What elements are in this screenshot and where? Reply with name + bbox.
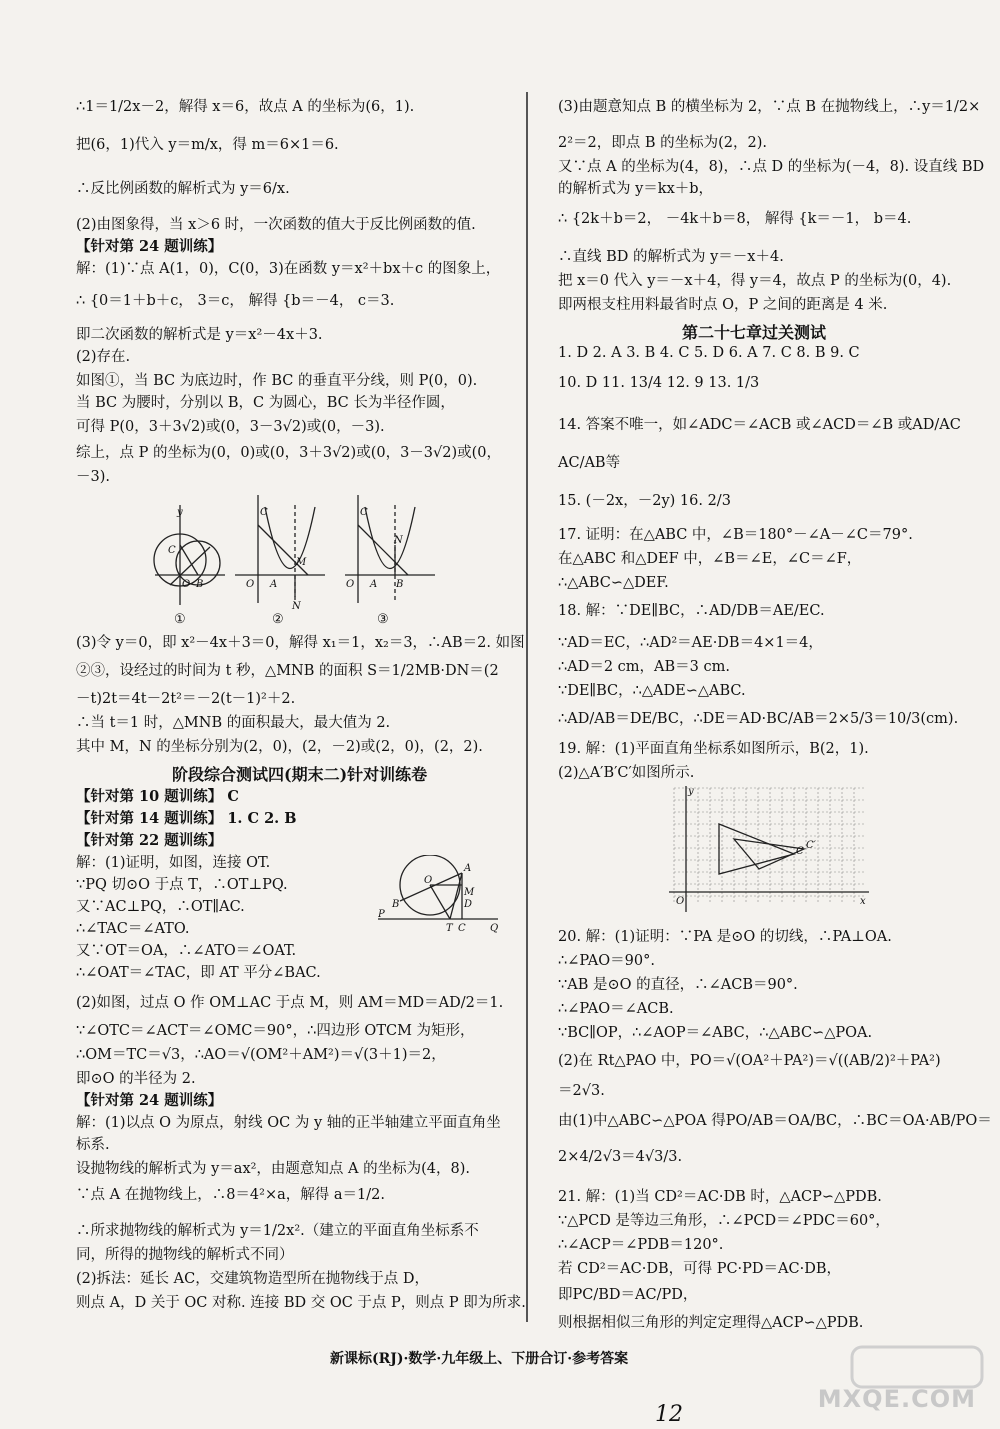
- fig-label-2: ②: [272, 612, 284, 625]
- right-text-line: 1. D 2. A 3. B 4. C 5. D 6. A 7. C 8. B 9. C: [558, 345, 860, 361]
- left-text-line: ∴所求抛物线的解析式为 y＝1/2x².（建立的平面直角坐标系不: [76, 1223, 479, 1239]
- left-text-line: ∴1＝1/2x－2，解得 x＝6，故点 A 的坐标为(6，1).: [76, 99, 415, 115]
- svg-text:B: B: [196, 579, 204, 590]
- page-footer: 新课标(RJ)·数学·九年级上、下册合订·参考答案: [330, 1351, 629, 1367]
- svg-text:O: O: [346, 579, 355, 590]
- left-text-line: 即二次函数的解析式是 y＝x²－4x＋3.: [76, 327, 323, 343]
- left-text-line: (2)存在.: [76, 349, 131, 365]
- left-text-line: 同，所得的抛物线的解析式不同）: [76, 1247, 294, 1263]
- left-text-line: 解：(1)∵点 A(1，0)，C(0，3)在函数 y＝x²＋bx＋c 的图象上，: [76, 261, 501, 277]
- left-text-line: 【针对第 24 题训练】: [76, 238, 223, 255]
- right-text-line: ∴ {2k＋b＝2， －4k＋b＝8， 解得 {k＝－1， b＝4.: [558, 211, 912, 227]
- left-text-line: ∴∠TAC＝∠ATO.: [76, 921, 190, 937]
- left-text-line: ∴ {0＝1＋b＋c， 3＝c， 解得 {b＝－4， c＝3.: [76, 293, 395, 309]
- right-text-line: ∵DE∥BC，∴△ADE∽△ABC.: [558, 683, 746, 699]
- right-text-line: 18. 解：∵DE∥BC，∴AD/DB＝AE/EC.: [558, 603, 825, 619]
- left-text-line: 设抛物线的解析式为 y＝ax²，由题意知点 A 的坐标为(4，8).: [76, 1161, 470, 1177]
- right-text-line: 把 x＝0 代入 y＝－x＋4，得 y＝4，故点 P 的坐标为(0，4).: [558, 273, 952, 289]
- left-text-line: ∴反比例函数的解析式为 y＝6/x.: [76, 181, 290, 197]
- svg-text:P: P: [378, 909, 385, 920]
- svg-text:C: C: [360, 507, 368, 518]
- right-text-line: 由(1)中△ABC∽△POA 得PO/AB＝OA/BC，∴BC＝OA·AB/PO＝: [558, 1113, 992, 1129]
- svg-text:M: M: [464, 887, 475, 898]
- right-text-line: ∵BC∥OP，∴∠AOP＝∠ABC，∴△ABC∽△POA.: [558, 1025, 873, 1041]
- svg-text:B: B: [392, 899, 400, 910]
- right-text-line: ∴AD/AB＝DE/BC，∴DE＝AD·BC/AB＝2×5/3＝10/3(cm).: [558, 711, 959, 727]
- right-text-line: ∴△ABC∽△DEF.: [558, 575, 669, 591]
- right-text-line: (2)△A′B′C′如图所示.: [558, 765, 695, 781]
- svg-text:O: O: [424, 875, 433, 886]
- right-text-line: 即两根支柱用料最省时点 O，P 之间的距离是 4 米.: [558, 297, 888, 313]
- svg-text:y: y: [177, 507, 183, 518]
- left-text-line: (3)令 y＝0，即 x²－4x＋3＝0，解得 x₁＝1，x₂＝3，∴AB＝2. 如图: [76, 635, 525, 651]
- left-text-line: ∴OM＝TC＝√3，∴AO＝√(OM²＋AM²)＝√(3＋1)＝2，: [76, 1047, 446, 1063]
- left-text-line: 解：(1)证明，如图，连接 OT.: [76, 855, 271, 871]
- right-text-line: 则根据相似三角形的判定定理得△ACP∽△PDB.: [558, 1315, 864, 1331]
- svg-text:C: C: [796, 846, 804, 857]
- fig-label-1: ①: [174, 612, 186, 625]
- left-text-line: (2)由图象得，当 x＞6 时，一次函数的值大于反比例函数的值.: [76, 217, 476, 233]
- left-text-line: 又∵AC⊥PQ，∴OT∥AC.: [76, 899, 245, 915]
- svg-text:O: O: [182, 579, 191, 590]
- parabola-figures: [150, 485, 440, 625]
- left-text-line: 【针对第 14 题训练】 1. C 2. B: [76, 810, 297, 827]
- right-text-line: 17. 证明：在△ABC 中，∠B＝180°－∠A－∠C＝79°.: [558, 527, 913, 543]
- svg-text:x: x: [860, 896, 866, 907]
- right-text-line: 又∵点 A 的坐标为(4，8)，∴点 D 的坐标为(－4，8). 设直线 BD: [558, 159, 985, 175]
- right-section-heading: 第二十七章过关测试: [682, 323, 827, 342]
- right-text-line: 在△ABC 和△DEF 中，∠B＝∠E，∠C＝∠F，: [558, 551, 862, 567]
- svg-text:O: O: [676, 896, 685, 907]
- page-number: 12: [655, 1402, 683, 1427]
- right-text-line: 2×4/2√3＝4√3/3.: [558, 1149, 683, 1165]
- svg-text:M: M: [296, 557, 307, 568]
- right-text-line: (2)在 Rt△PAO 中，PO＝√(OA²＋PA²)＝√((AB/2)²＋PA²): [558, 1053, 941, 1069]
- svg-text:C: C: [260, 507, 268, 518]
- left-text-line: 【针对第 22 题训练】: [76, 832, 223, 849]
- svg-text:C: C: [168, 545, 176, 556]
- svg-text:N: N: [394, 535, 403, 546]
- svg-text:A: A: [464, 863, 472, 874]
- right-text-line: 若 CD²＝AC·DB，可得 PC·PD＝AC·DB，: [558, 1261, 842, 1277]
- right-text-line: 14. 答案不唯一，如∠ADC＝∠ACB 或∠ACD＝∠B 或AD/AC: [558, 417, 961, 433]
- svg-text:O: O: [246, 579, 255, 590]
- right-text-line: ∴AD＝2 cm，AB＝3 cm.: [558, 659, 730, 675]
- right-text-line: ∴∠PAO＝90°.: [558, 953, 655, 969]
- right-text-line: ∴∠PAO＝∠ACB.: [558, 1001, 674, 1017]
- fig-label-3: ③: [377, 612, 389, 625]
- right-text-line: (3)由题意知点 B 的横坐标为 2，∵点 B 在抛物线上，∴y＝1/2×: [558, 99, 981, 115]
- right-text-line: ∴直线 BD 的解析式为 y＝－x＋4.: [558, 249, 784, 265]
- left-text-line: －3).: [76, 469, 110, 485]
- right-text-line: 的解析式为 y＝kx＋b，: [558, 181, 714, 197]
- left-text-line: －t)2t＝4t－2t²＝－2(t－1)²＋2.: [76, 691, 296, 707]
- right-text-line: ∵AB 是⊙O 的直径，∴∠ACB＝90°.: [558, 977, 798, 993]
- column-divider: [526, 92, 528, 1322]
- svg-text:A: A: [370, 579, 378, 590]
- svg-text:Q: Q: [490, 923, 499, 933]
- right-text-line: 15. (－2x，－2y) 16. 2/3: [558, 493, 731, 509]
- left-text-line: ∵∠OTC＝∠ACT＝∠OMC＝90°，∴四边形 OTCM 为矩形，: [76, 1023, 475, 1039]
- right-text-line: AC/AB等: [558, 455, 621, 471]
- left-text-line: 又∵OT＝OA，∴∠ATO＝∠OAT.: [76, 943, 297, 959]
- right-text-line: 19. 解：(1)平面直角坐标系如图所示，B(2，1).: [558, 741, 869, 757]
- left-text-line: (2)拆法：延长 AC，交建筑物造型所在抛物线于点 D，: [76, 1271, 429, 1287]
- right-text-line: 即PC/BD＝AC/PD，: [558, 1287, 698, 1303]
- left-text-line: 综上，点 P 的坐标为(0，0)或(0，3＋3√2)或(0，3－3√2)或(0，: [76, 445, 502, 461]
- svg-text:C′: C′: [806, 840, 816, 851]
- left-text-line: (2)如图，过点 O 作 OM⊥AC 于点 M，则 AM＝MD＝AD/2＝1.: [76, 995, 504, 1011]
- grid-coordinate-figure: [664, 784, 874, 914]
- left-text-line: ②③，设经过的时间为 t 秒，△MNB 的面积 S＝1/2MB·DN＝(2: [76, 663, 499, 679]
- svg-text:T: T: [446, 923, 453, 933]
- right-text-line: 2²＝2，即点 B 的坐标为(2，2).: [558, 135, 768, 151]
- left-text-line: 即⊙O 的半径为 2.: [76, 1071, 196, 1087]
- left-text-line: 当 BC 为腰时，分别以 B，C 为圆心，BC 长为半径作圆，: [76, 395, 455, 411]
- svg-text:N: N: [292, 601, 301, 612]
- left-text-line: ∴∠OAT＝∠TAC，即 AT 平分∠BAC.: [76, 965, 321, 981]
- svg-text:D: D: [464, 899, 473, 910]
- right-text-line: ∵△PCD 是等边三角形，∴∠PCD＝∠PDC＝60°，: [558, 1213, 890, 1229]
- left-text-line: 【针对第 24 题训练】: [76, 1092, 223, 1109]
- svg-text:A: A: [270, 579, 278, 590]
- left-text-line: 标系.: [76, 1137, 110, 1153]
- left-text-line: 解：(1)以点 O 为原点，射线 OC 为 y 轴的正半轴建立平面直角坐: [76, 1115, 501, 1131]
- circle-tangent-figure: [378, 855, 503, 933]
- svg-text:C: C: [458, 923, 466, 933]
- left-text-line: 【针对第 10 题训练】 C: [76, 788, 239, 805]
- left-text-line: 如图①，当 BC 为底边时，作 BC 的垂直平分线，则 P(0，0).: [76, 373, 478, 389]
- left-text-line: 可得 P(0，3＋3√2)或(0，3－3√2)或(0，－3).: [76, 419, 385, 435]
- left-text-line: 其中 M，N 的坐标分别为(2，0)，(2，－2)或(2，0)，(2，2).: [76, 739, 483, 755]
- svg-text:y: y: [688, 786, 694, 797]
- right-text-line: 20. 解：(1)证明：∵PA 是⊙O 的切线，∴PA⊥OA.: [558, 929, 892, 945]
- left-text-line: 把(6，1)代入 y＝m/x，得 m＝6×1＝6.: [76, 137, 339, 153]
- right-text-line: ∴∠ACP＝∠PDB＝120°.: [558, 1237, 724, 1253]
- left-text-line: ∵点 A 在抛物线上，∴8＝4²×a，解得 a＝1/2.: [76, 1187, 385, 1203]
- left-section-heading: 阶段综合测试四(期末二)针对训练卷: [172, 765, 428, 784]
- right-text-line: 21. 解：(1)当 CD²＝AC·DB 时，△ACP∽△PDB.: [558, 1189, 882, 1205]
- left-text-line: ∴当 t＝1 时，△MNB 的面积最大，最大值为 2.: [76, 715, 391, 731]
- watermark-text: MXQE.COM: [817, 1385, 976, 1413]
- right-text-line: ＝2√3.: [558, 1083, 605, 1099]
- svg-text:B: B: [396, 579, 404, 590]
- right-text-line: ∵AD＝EC，∴AD²＝AE·DB＝4×1＝4，: [558, 635, 823, 651]
- left-text-line: ∵PQ 切⊙O 于点 T，∴OT⊥PQ.: [76, 877, 288, 893]
- left-text-line: 则点 A，D 关于 OC 对称. 连接 BD 交 OC 于点 P，则点 P 即为所求.: [76, 1295, 526, 1311]
- right-text-line: 10. D 11. 13/4 12. 9 13. 1/3: [558, 375, 760, 391]
